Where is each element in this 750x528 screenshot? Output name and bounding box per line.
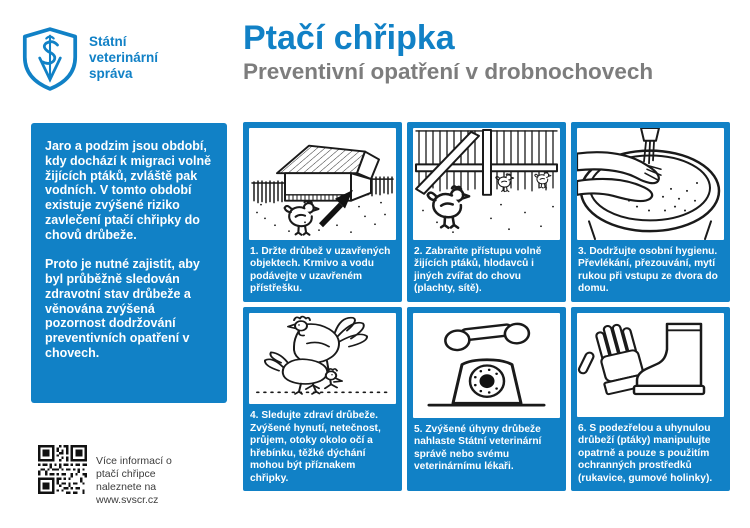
measure-caption-4: 4. Sledujte zdraví drůbeže. Zvýšené hynutí, netečnost, průjem, otoky okolo očí a hřebínku, těžké dýchání mohou být příznakem chřipky. (250, 410, 381, 484)
measures-grid (243, 122, 730, 491)
rooster-and-hen-illustration (249, 313, 396, 404)
page-subtitle: Preventivní opatření v drobnochovech (243, 58, 654, 84)
qr-label: Více informací o ptačí chřipce naleznete na www.svscr.cz (96, 454, 172, 506)
svs-logo (22, 27, 158, 91)
svs-shield-icon (22, 27, 78, 91)
measure-caption-6: 6. S podezřelou a uhynulou drůbeží (ptáky) manipulujte opatrně a pouze s použitím ochranných prostředků (rukavice, gumové holinky). (578, 422, 713, 484)
intro-paragraph-2: Proto je nutné zajistit, aby byl průběžně sledován zdravotní stav drůbeže a věnována zvýšená pozornost dodržování preventivních opatření v chovech. (45, 257, 200, 360)
hand-washing-illustration (577, 128, 724, 240)
page-title: Ptačí chřipka (243, 19, 455, 57)
measure-caption-5: 5. Zvýšené úhyny drůbeže nahlaste Státní veterinární správě nebo svému veterinárnímu lékaři. (414, 424, 542, 473)
measure-caption-1: 1. Držte drůbež v uzavřených objektech. Krmivo a vodu podávejte v uzavřeném přístřešku. (250, 246, 391, 295)
intro-paragraph-1: Jaro a podzim jsou období, kdy dochází k migraci volně žijících ptáků, zvláště pak vodních. V tomto období existuje zvýšené riziko zavlečení ptačí chřipky do chovů drůbeže. (45, 139, 212, 242)
protective-gear-illustration (577, 313, 724, 417)
org-name-line: správa (89, 65, 133, 81)
measure-panel-4 (243, 307, 402, 491)
org-name-line: Státní (89, 34, 127, 49)
poultry-coop-illustration (249, 128, 396, 240)
measure-panel-3 (571, 122, 730, 302)
org-name (89, 27, 158, 91)
org-name-line: veterinární (89, 49, 159, 65)
measure-caption-3: 3. Dodržujte osobní hygienu. Převlékání, přezouvání, mytí rukou při vstupu ze dvora do domu. (578, 246, 718, 295)
measure-panel-5 (407, 307, 566, 491)
measure-panel-6 (571, 307, 730, 491)
fence-barrier-illustration (413, 128, 560, 240)
measure-caption-2: 2. Zabraňte přístupu volně žijících ptáků, hlodavců i jiných zvířat do chovu (plachty, sítě). (414, 246, 542, 295)
telephone-illustration (413, 313, 560, 418)
header (243, 21, 653, 84)
measure-panel-1 (243, 122, 402, 302)
intro-text-box (31, 123, 227, 403)
qr-code (38, 445, 87, 494)
measure-panel-2 (407, 122, 566, 302)
